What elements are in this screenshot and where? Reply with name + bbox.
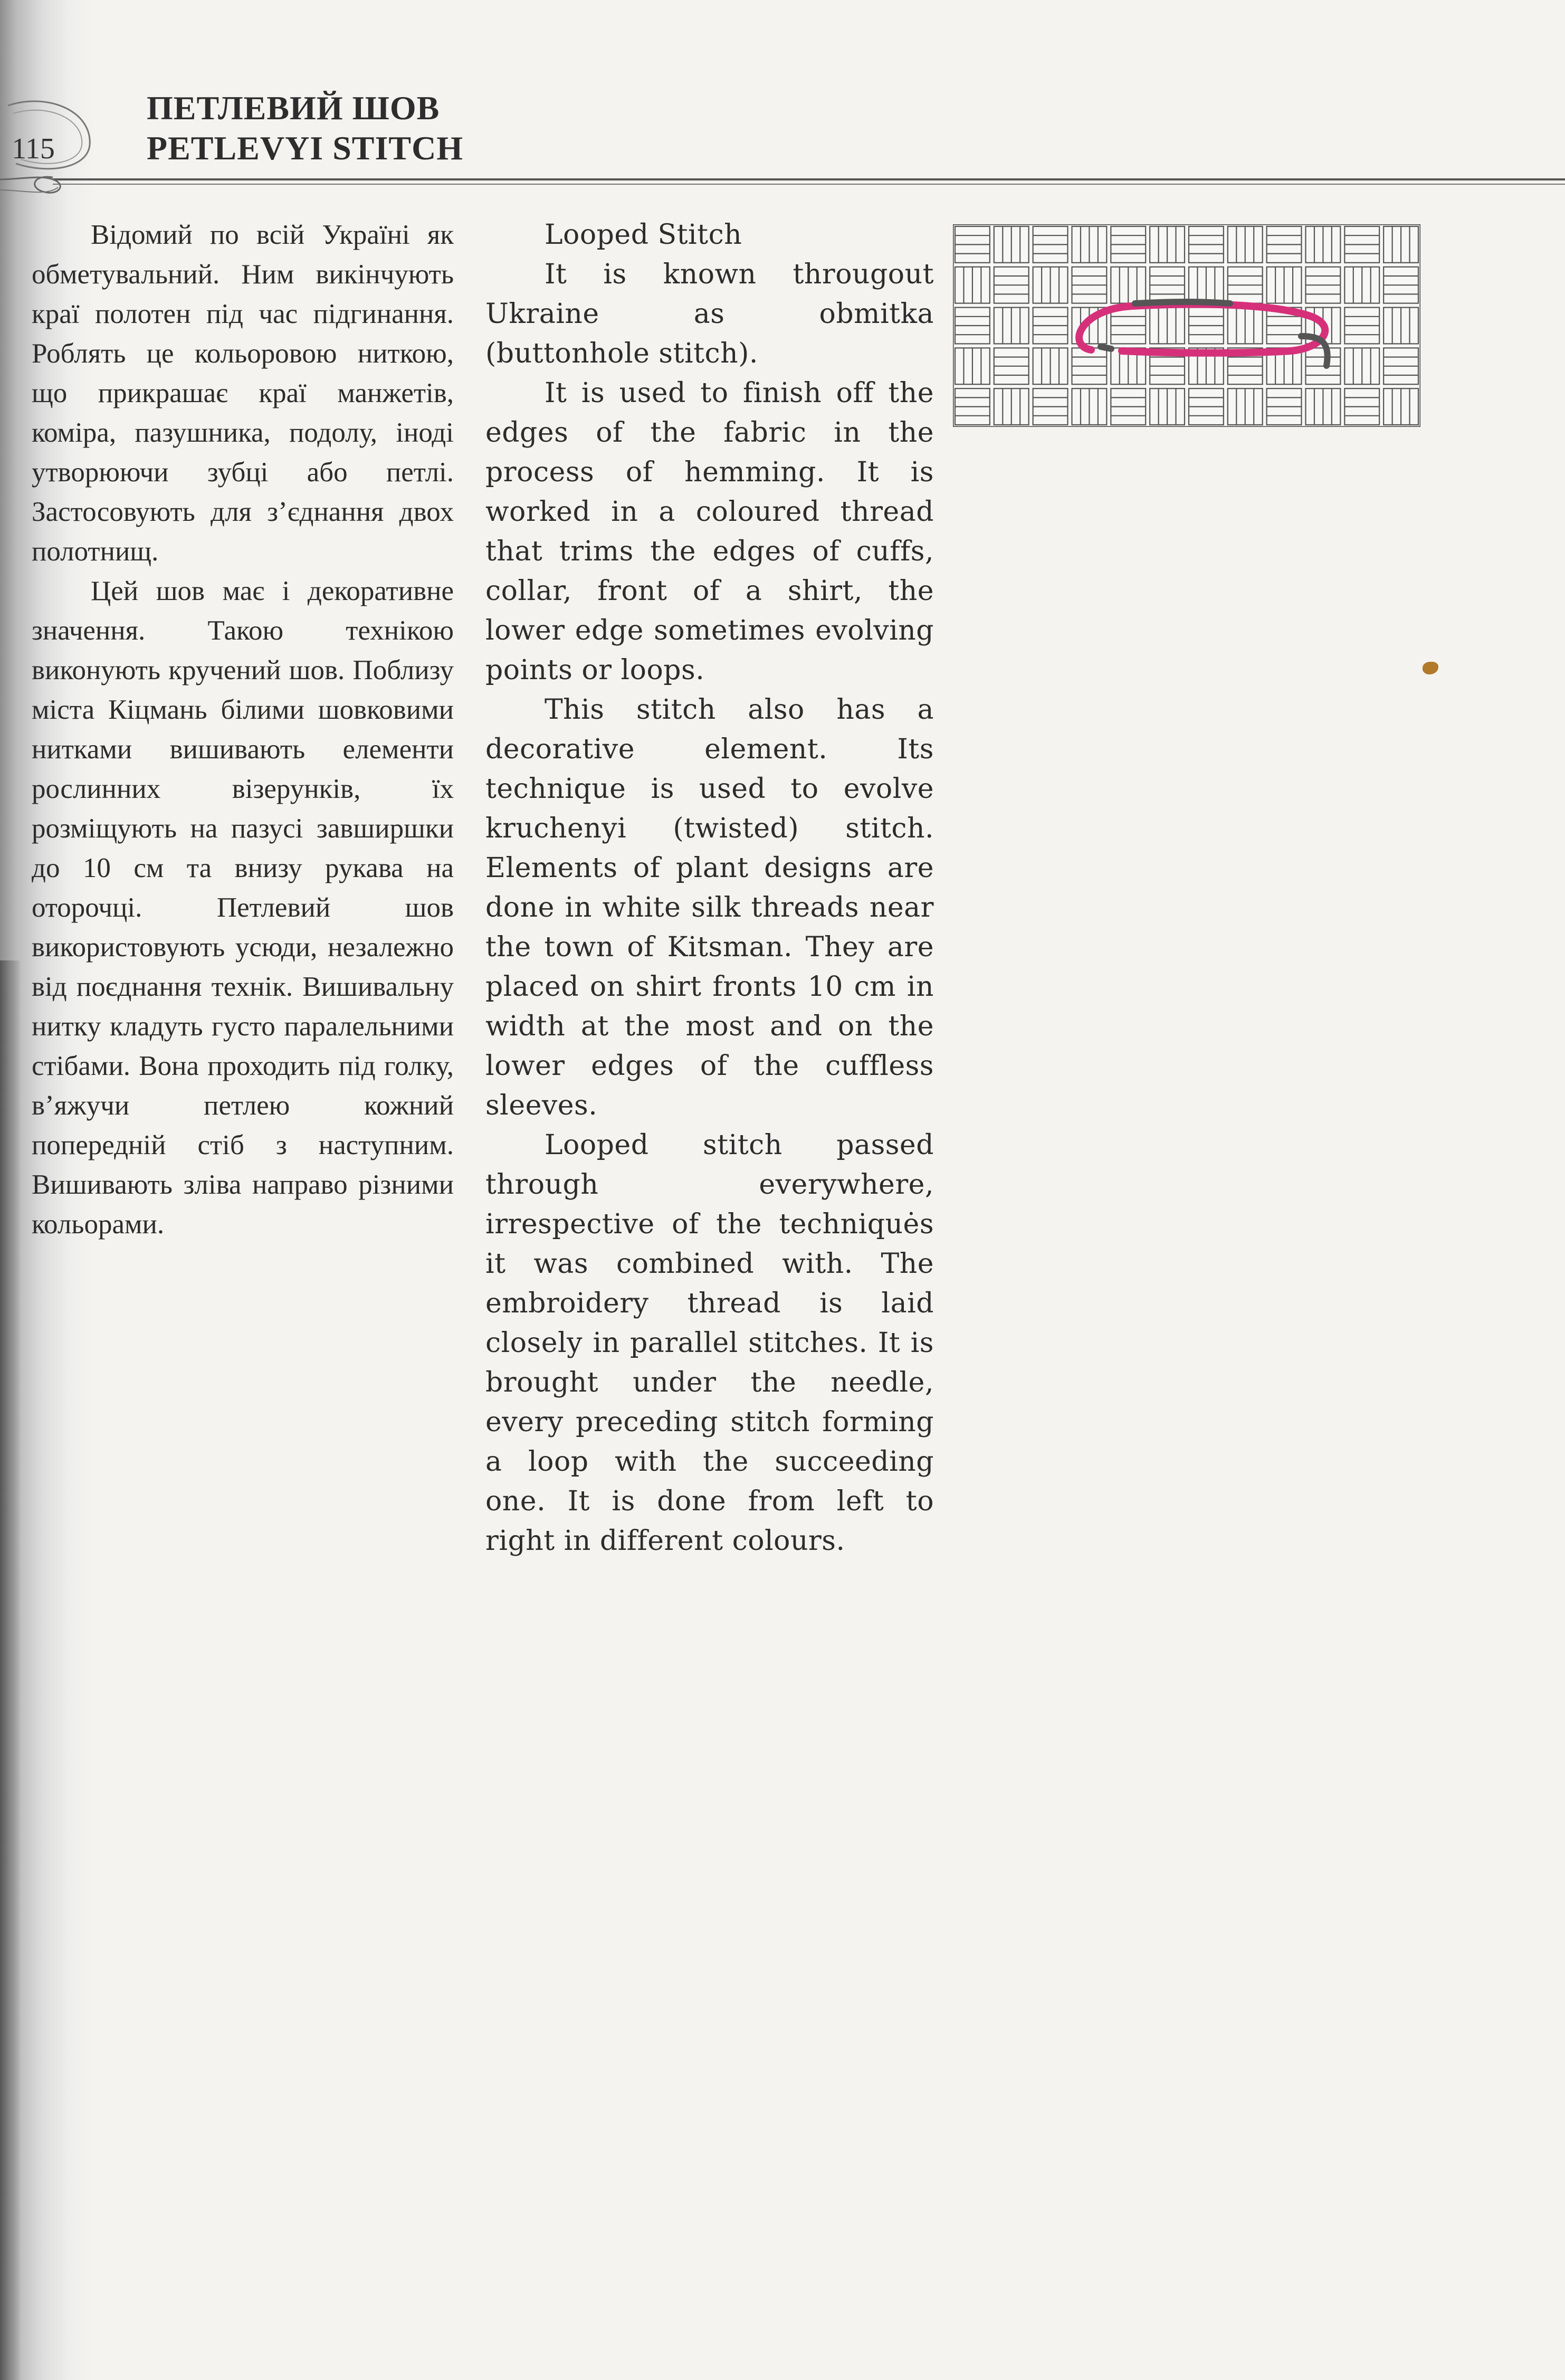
looped-stitch-diagram [953, 224, 1420, 427]
english-text-column [485, 215, 934, 1561]
uk-paragraph: Відомий по всій Україні як обметувальний. Ним викінчують краї полотен під час підгинання. Роблять це кольоровою ниткою, що прикрашає краї манжетів, коміра, пазушника, подолу, іноді утворюючи зубці або петлі. Застосовують для з’єднання двох полотнищ. [32, 220, 454, 567]
page-number: 115 [12, 132, 55, 165]
binding-edge [0, 960, 21, 2380]
en-paragraph: This stitch also has a decorative element. Its technique is used to evolve kruchenyi (twisted) stitch. Elements of plant designs are done in white silk threads near the town of Kitsman. They are placed on shirt fronts 10 cm in width at the most and on the lower edges of the cuffless sleeves. [485, 694, 934, 1121]
en-paragraph: Looped stitch passed through everywhere, irrespective of the techniquės it was combined with. The embroidery thread is laid closely in parallel stitches. It is brought under the needle, every preceding stitch forming a loop with the succeeding one. It is done from left to right in different colours. [485, 1129, 934, 1557]
page-header [0, 0, 1565, 211]
paper-speck [1423, 662, 1438, 674]
title-ukrainian: ПЕТЛЕВИЙ ШОВ [147, 89, 440, 127]
title-english: PETLEVYI STITCH [147, 129, 464, 167]
en-paragraph: It is known througout Ukraine as obmitka (buttonhole stitch). [485, 259, 934, 369]
ukrainian-text-column [32, 215, 454, 1244]
header-rule-ornament [0, 158, 1565, 222]
uk-paragraph: Цей шов має і декоративне значення. Такою технікою виконують кручений шов. Поблизу міста Кіцмань білими шовковими нитками вишивають елементи рослинних візерунків, їх розміщують на пазусі завширшки до 10 см та внизу рукава на оторочці. Петлевий шов використовують усюди, незалежно від поєднання технік. Вишивальну нитку кладуть густо паралельними стібами. Вона проходить під голку, в’яжучи петлею кожний попередній стіб з наступним. Вишивають зліва направо різними кольорами. [32, 576, 454, 1240]
en-paragraph: It is used to finish off the edges of the fabric in the process of hemming. It is worked in a coloured thread that trims the edges of cuffs, collar, front of a shirt, the lower edge sometimes evolving points or loops. [485, 377, 934, 686]
english-subheading: Looped Stitch [545, 219, 742, 251]
